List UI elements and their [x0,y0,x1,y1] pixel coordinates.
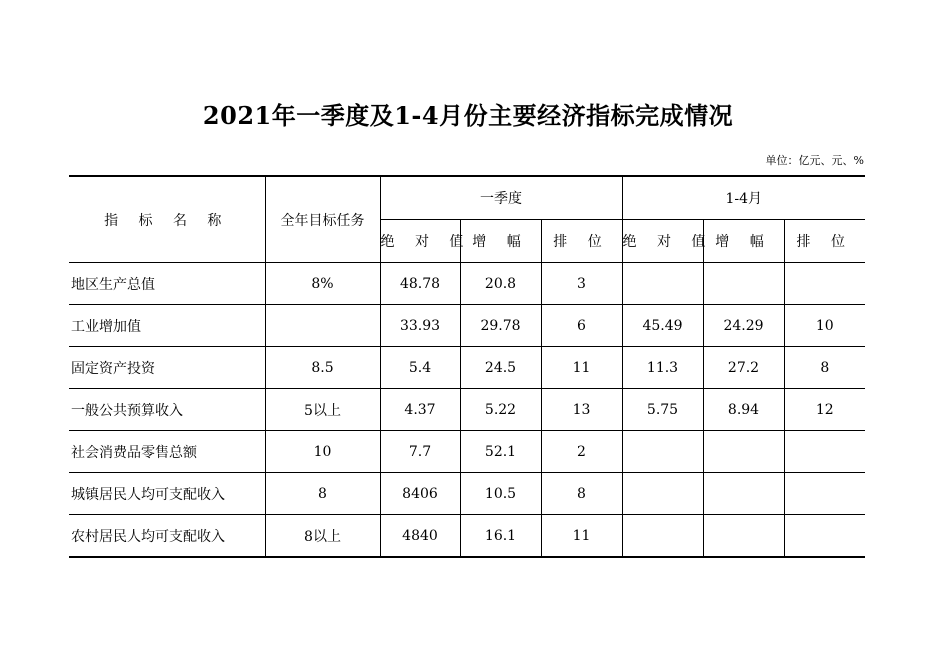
cell-target: 8以上 [265,515,380,558]
cell-name: 一般公共预算收入 [69,389,265,431]
cell-m-growth [703,431,784,473]
cell-target: 10 [265,431,380,473]
cell-m-rank: 8 [784,347,865,389]
cell-m-abs: 45.49 [622,305,703,347]
cell-m-growth [703,263,784,305]
cell-q1-growth: 24.5 [460,347,541,389]
cell-m-rank [784,431,865,473]
cell-q1-growth: 10.5 [460,473,541,515]
cell-q1-abs: 5.4 [380,347,460,389]
cell-m-rank [784,473,865,515]
cell-q1-growth: 5.22 [460,389,541,431]
cell-m-growth [703,473,784,515]
table-row [69,473,865,515]
header-m14-growth: 增 幅 [703,220,784,263]
header-q1-absolute: 绝 对 值 [380,220,460,263]
cell-q1-rank: 2 [541,431,622,473]
cell-name: 城镇居民人均可支配收入 [69,473,265,515]
page-title: 2021年一季度及1-4月份主要经济指标完成情况 [202,101,734,130]
table-row [69,515,865,558]
table-row [69,347,865,389]
cell-m-rank: 12 [784,389,865,431]
cell-target: 5以上 [265,389,380,431]
cell-m-abs [622,515,703,558]
cell-m-abs [622,263,703,305]
header-m14: 1-4月 [622,176,865,220]
cell-target: 8% [265,263,380,305]
header-m14-rank: 排 位 [784,220,865,263]
cell-q1-rank: 6 [541,305,622,347]
cell-name: 农村居民人均可支配收入 [69,515,265,558]
cell-q1-abs: 33.93 [380,305,460,347]
table-row [69,389,865,431]
cell-name: 固定资产投资 [69,347,265,389]
header-m14-absolute: 绝 对 值 [622,220,703,263]
cell-q1-growth: 20.8 [460,263,541,305]
cell-m-abs [622,431,703,473]
header-q1-growth: 增 幅 [460,220,541,263]
header-q1-rank: 排 位 [541,220,622,263]
cell-m-rank [784,515,865,558]
cell-m-rank: 10 [784,305,865,347]
cell-target [265,305,380,347]
cell-q1-rank: 8 [541,473,622,515]
cell-target: 8 [265,473,380,515]
cell-q1-abs: 8406 [380,473,460,515]
table-row [69,263,865,305]
cell-q1-rank: 3 [541,263,622,305]
table-row [69,305,865,347]
header-indicator: 指 标 名 称 [69,176,265,263]
cell-q1-abs: 4.37 [380,389,460,431]
cell-q1-abs: 4840 [380,515,460,558]
cell-m-abs: 5.75 [622,389,703,431]
cell-q1-growth: 52.1 [460,431,541,473]
table-row [69,431,865,473]
header-q1: 一季度 [380,176,622,220]
cell-q1-growth: 16.1 [460,515,541,558]
cell-q1-rank: 13 [541,389,622,431]
cell-name: 社会消费品零售总额 [69,431,265,473]
cell-m-abs [622,473,703,515]
cell-q1-growth: 29.78 [460,305,541,347]
indicator-table [69,175,865,558]
cell-m-growth: 24.29 [703,305,784,347]
cell-m-growth [703,515,784,558]
cell-m-abs: 11.3 [622,347,703,389]
cell-q1-abs: 7.7 [380,431,460,473]
cell-target: 8.5 [265,347,380,389]
cell-q1-rank: 11 [541,515,622,558]
unit-note: 单位：亿元、元、% [765,154,864,167]
cell-q1-abs: 48.78 [380,263,460,305]
cell-m-growth: 8.94 [703,389,784,431]
cell-m-rank [784,263,865,305]
cell-q1-rank: 11 [541,347,622,389]
cell-name: 工业增加值 [69,305,265,347]
header-target: 全年目标任务 [265,176,380,263]
cell-name: 地区生产总值 [69,263,265,305]
cell-m-growth: 27.2 [703,347,784,389]
